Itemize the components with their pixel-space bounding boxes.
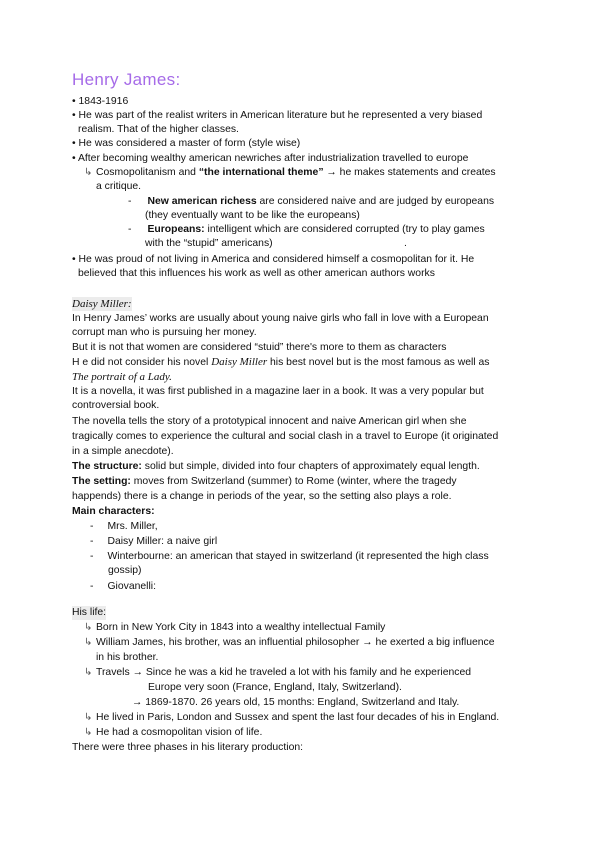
bold-text: The structure:	[72, 461, 142, 472]
text: 1843-1916	[78, 96, 129, 107]
text: William James, his brother, was an influential philosopher → he exerted a big influence	[96, 637, 495, 648]
text-line: believed that this influences his work as well as other american authors works	[78, 268, 435, 279]
sub-line	[84, 636, 495, 650]
text: He had a cosmopolitan vision of life.	[96, 727, 263, 738]
subarrow-icon: ↳	[84, 727, 93, 738]
text-line: gossip)	[108, 565, 142, 576]
text-line: (they eventually want to be like the europeans)	[145, 210, 360, 221]
sub-line	[84, 166, 496, 180]
dash-glyph: -	[90, 521, 94, 532]
text: solid but simple, divided into four chapters of approximately equal length.	[141, 461, 480, 472]
text: He was part of the realist writers in American literature but he represented a very biased	[78, 110, 483, 121]
dash-glyph: -	[90, 551, 94, 562]
text: Born in New York City in 1843 into a wealthy intellectual Family	[96, 622, 386, 633]
bold-text: The setting:	[72, 476, 131, 487]
text: intelligent which are considered corrupted (try to play games	[204, 224, 485, 235]
bullet-line	[72, 95, 128, 109]
stray-dot: .	[404, 238, 407, 249]
page-title: Henry James:	[72, 70, 181, 89]
subarrow-icon: ↳	[84, 637, 93, 648]
bullet-line	[72, 253, 474, 267]
book-title-line: The portrait of a Lady.	[72, 371, 172, 383]
bold-text: “the international theme”	[198, 167, 324, 178]
book-title: Daisy Miller	[211, 356, 268, 368]
bullet-line	[72, 109, 482, 123]
paragraph-line: In Henry James’ works are usually about young naive girls who fall in love with a European	[72, 313, 489, 324]
character-item	[90, 520, 158, 534]
text: Cosmopolitanism and	[96, 167, 199, 178]
text: After becoming wealthy american newriches after industrialization travelled to europe	[77, 153, 469, 164]
dash-glyph: -	[128, 224, 132, 235]
text: Mrs. Miller,	[107, 521, 158, 532]
text-line: a critique.	[96, 181, 142, 192]
text: moves from Switzerland (summer) to Rome (winter, where the tragedy	[130, 476, 457, 487]
paragraph-line	[72, 355, 489, 370]
bullet-glyph: •	[72, 96, 76, 107]
sub-line	[84, 621, 385, 635]
bullet-glyph: •	[72, 138, 76, 149]
subarrow-icon: ↳	[84, 667, 93, 678]
subarrow-icon: ↳	[84, 167, 93, 178]
character-item	[90, 535, 217, 549]
bullet-glyph: •	[72, 153, 76, 164]
text: He was proud of not living in America and considered himself a cosmopolitan for it. He	[78, 254, 475, 265]
subarrow-icon: ↳	[84, 622, 93, 633]
paragraph-line	[72, 460, 480, 474]
character-item	[90, 580, 156, 594]
section-heading-his-life: His life:	[72, 607, 107, 618]
text: He lived in Paris, London and Sussex and spent the last four decades of his in England.	[96, 712, 500, 723]
paragraph-line: corrupt man who is pursuing her money.	[72, 327, 257, 338]
bullet-glyph: •	[72, 110, 76, 121]
paragraph-line	[72, 475, 457, 489]
sub-line	[84, 726, 262, 740]
text: Daisy Miller: a naive girl	[107, 536, 218, 547]
text: are considered naive and are judged by europeans	[256, 196, 495, 207]
dash-line	[128, 223, 485, 237]
paragraph-line: The novella tells the story of a prototypical innocent and naive American girl when she	[72, 416, 467, 427]
paragraph-line: tragically comes to experience the cultural and social clash in a travel to Europe (it originated	[72, 431, 499, 442]
text-line: → 1869-1870. 26 years old, 15 months: England, Switzerland and Italy.	[132, 697, 460, 708]
sub-line	[84, 666, 471, 680]
text: He was considered a master of form (style wise)	[78, 138, 301, 149]
text: → he makes statements and creates	[323, 167, 496, 178]
paragraph-line: There were three phases in his literary production:	[72, 742, 304, 753]
paragraph-line: controversial book.	[72, 400, 160, 411]
sub-line	[84, 711, 499, 725]
dash-glyph: -	[128, 196, 132, 207]
dash-glyph: -	[90, 536, 94, 547]
bullet-line	[72, 137, 300, 151]
text: Travels → Since he was a kid he traveled a lot with his family and he experienced	[96, 667, 472, 678]
text-line: Europe very soon (France, England, Italy, Switzerland).	[148, 682, 402, 693]
text-line: realism. That of the higher classes.	[78, 124, 239, 135]
paragraph-line: It is a novella, it was first published in a magazine laer in a book. It was a very popular but	[72, 386, 484, 397]
bullet-line	[72, 152, 468, 166]
bold-text: New american richess	[147, 196, 257, 207]
subarrow-icon: ↳	[84, 712, 93, 723]
bullet-glyph: •	[72, 254, 76, 265]
characters-heading: Main characters:	[72, 506, 155, 517]
text: Winterbourne: an american that stayed in switzerland (it represented the high class	[107, 551, 489, 562]
dash-line	[128, 195, 494, 209]
section-heading-daisy-miller: Daisy Miller:	[72, 298, 132, 310]
character-item	[90, 550, 489, 564]
text: H e did not consider his novel	[72, 357, 212, 368]
dash-glyph: -	[90, 581, 94, 592]
text-line: in his brother.	[96, 652, 159, 663]
paragraph-line: But it is not that women are considered “stuid” there's more to them as characters	[72, 342, 447, 353]
text: his best novel but is the most famous as well as	[267, 357, 490, 368]
text-line: with the “stupid” americans)	[145, 238, 273, 249]
paragraph-line: in a simple anecdote).	[72, 446, 174, 457]
bold-text: Europeans:	[147, 224, 205, 235]
text: Giovanelli:	[107, 581, 156, 592]
paragraph-line: happends) there is a change in periods of the year, so the setting also plays a role.	[72, 491, 452, 502]
